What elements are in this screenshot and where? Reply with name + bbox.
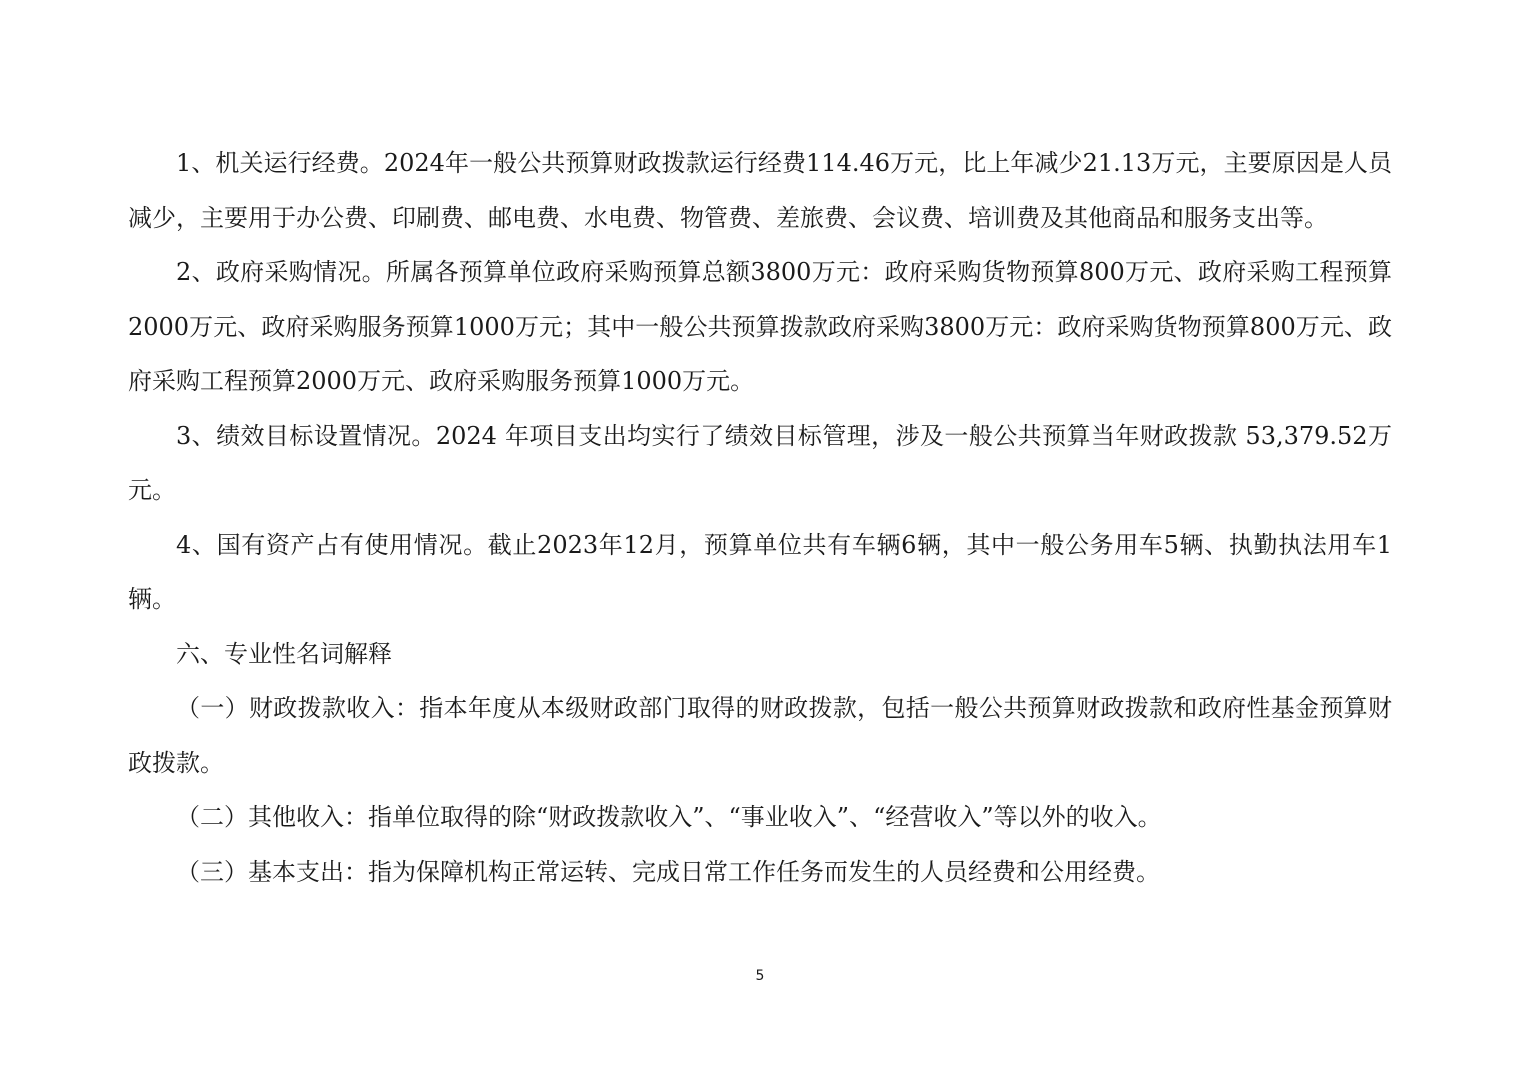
paragraph-state-assets: 4、国有资产占有使用情况。截止2023年12月，预算单位共有车辆6辆，其中一般公务用车5辆、执勤执法用车1辆。 bbox=[128, 530, 1392, 613]
paragraph-performance-targets: 3、绩效目标设置情况。2024 年项目支出均实行了绩效目标管理，涉及一般公共预算当年财政拨款 53,379.52万元。 bbox=[128, 421, 1392, 504]
document-body bbox=[128, 136, 1392, 899]
page-number: 5 bbox=[755, 968, 765, 984]
paragraph-term-basic-expenditure: （三）基本支出：指为保障机构正常运转、完成日常工作任务而发生的人员经费和公用经费。 bbox=[176, 857, 1160, 886]
paragraph-operating-expenses: 1、机关运行经费。2024年一般公共预算财政拨款运行经费114.46万元，比上年减少21.13万元，主要原因是人员减少，主要用于办公费、印刷费、邮电费、水电费、物管费、差旅费、会议费、培训费及其他商品和服务支出等。 bbox=[128, 149, 1392, 232]
paragraph-government-procurement: 2、政府采购情况。所属各预算单位政府采购预算总额3800万元：政府采购货物预算800万元、政府采购工程预算2000万元、政府采购服务预算1000万元；其中一般公共预算拨款政府采购3800万元：政府采购货物预算800万元、政府采购工程预算2000万元、政府采购服务预算1000万元。 bbox=[128, 258, 1392, 395]
paragraph-term-fiscal-appropriation: （一）财政拨款收入：指本年度从本级财政部门取得的财政拨款，包括一般公共预算财政拨款和政府性基金预算财政拨款。 bbox=[128, 694, 1392, 777]
paragraph-term-other-income: （二）其他收入：指单位取得的除“财政拨款收入”、“事业收入”、“经营收入”等以外的收入。 bbox=[176, 803, 1162, 831]
section-heading-terminology: 六、专业性名词解释 bbox=[176, 639, 392, 668]
